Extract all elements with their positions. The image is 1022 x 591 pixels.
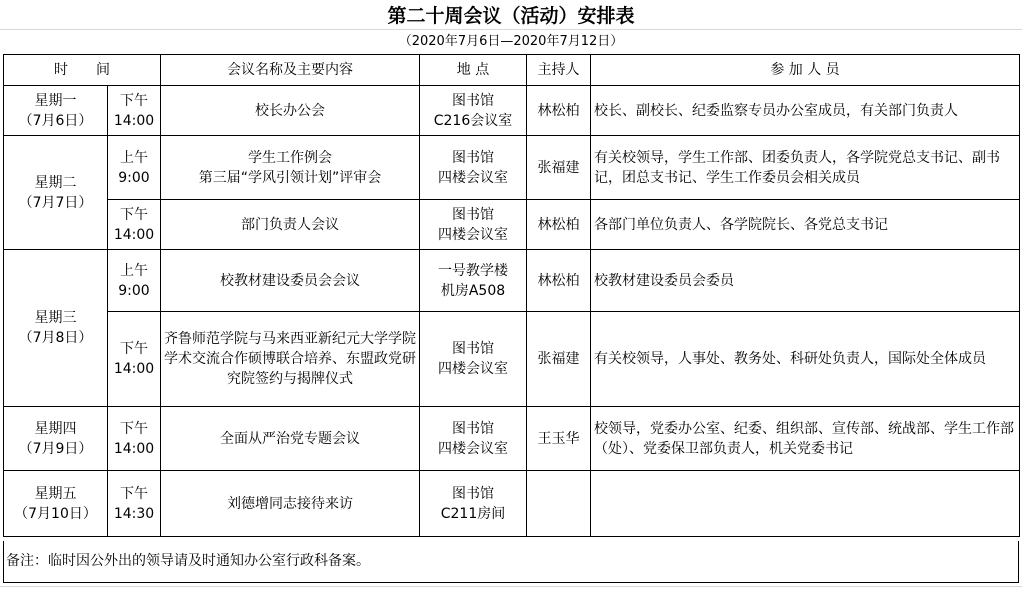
- page-title: 第二十周会议（活动）安排表: [387, 5, 635, 27]
- header-attendees: 参 加 人 员: [591, 55, 1020, 86]
- time-cell: [108, 86, 161, 136]
- table-row: [4, 250, 1020, 312]
- time-value: 9:00: [118, 169, 150, 186]
- date-range-subtitle: （2020年7月6日—2020年7月12日）: [398, 34, 624, 49]
- host-cell: 王玉华: [527, 407, 591, 471]
- day-date: （7月6日）: [18, 112, 93, 129]
- day-name: 星期三: [34, 310, 77, 326]
- header-time: 时 间: [4, 55, 161, 86]
- day-name: 星期一: [34, 92, 77, 109]
- location-building: 图书馆: [452, 420, 494, 437]
- content-cell: [161, 200, 420, 250]
- day-name: 星期二: [34, 174, 77, 191]
- footnote: 备注：临时因公外出的领导请及时通知办公室行政科备案。: [3, 541, 1019, 583]
- meeting-name: 部门负责人会议: [241, 216, 339, 233]
- content-cell: [161, 312, 420, 407]
- day-date: （7月10日）: [14, 505, 97, 522]
- location-room: 四楼会议室: [438, 226, 508, 243]
- schedule-table: [3, 54, 1020, 537]
- sheet-gridline: [0, 586, 1022, 587]
- attendees-cell: 校长、副校长、纪委监察专员办公室成员，有关部门负责人: [591, 86, 1020, 136]
- header-location: 地 点: [420, 55, 527, 86]
- time-value: 14:30: [113, 505, 155, 522]
- time-cell: [108, 312, 161, 407]
- time-value: 14:00: [113, 112, 155, 129]
- host-cell: 林松柏: [527, 86, 591, 136]
- time-period: 下午: [120, 485, 148, 502]
- location-building: 图书馆: [452, 341, 494, 357]
- table-row: [4, 471, 1020, 537]
- location-building: 图书馆: [452, 485, 494, 502]
- time-period: 下午: [120, 92, 148, 109]
- time-cell: [108, 136, 161, 200]
- location-cell: [420, 86, 527, 136]
- host-cell: 林松柏: [527, 200, 591, 250]
- attendees-cell: [591, 471, 1020, 537]
- attendees-cell: 校教材建设委员会委员: [591, 250, 1020, 312]
- day-date: （7月8日）: [18, 330, 93, 346]
- time-value: 14:00: [113, 226, 155, 243]
- content-cell: [161, 136, 420, 200]
- meeting-name: 学生工作例会: [248, 149, 332, 166]
- time-period: 上午: [120, 149, 148, 166]
- meeting-name: 齐鲁师范学院与马来西亚新纪元大学学院学术交流合作硕博联合培养、东盟政党研究院签约与揭牌仪式: [164, 331, 416, 387]
- meeting-name: 全面从严治党专题会议: [220, 430, 360, 447]
- location-building: 一号教学楼: [438, 262, 508, 279]
- location-building: 图书馆: [452, 92, 494, 109]
- day-date: （7月9日）: [18, 440, 93, 457]
- location-room: 机房A508: [440, 282, 506, 299]
- table-row: [4, 200, 1020, 250]
- attendees-cell: 各部门单位负责人、各学院院长、各党总支书记: [591, 200, 1020, 250]
- attendees-cell: 有关校领导，学生工作部、团委负责人，各学院党总支书记、副书记，团总支书记、学生工作委员会相关成员: [591, 136, 1020, 200]
- day-cell: [4, 471, 108, 537]
- host-cell: 张福建: [527, 136, 591, 200]
- time-value: 9:00: [118, 282, 150, 299]
- table-row: [4, 86, 1020, 136]
- attendees-cell: 有关校领导，人事处、教务处、科研处负责人，国际处全体成员: [591, 312, 1020, 407]
- content-cell: [161, 407, 420, 471]
- location-building: 图书馆: [452, 149, 494, 166]
- time-value: 14:00: [113, 361, 155, 377]
- day-cell: [4, 136, 108, 250]
- location-cell: [420, 136, 527, 200]
- day-cell: [4, 86, 108, 136]
- attendees-cell: 校领导，党委办公室、纪委、组织部、宣传部、统战部、学生工作部（处）、党委保卫部负责人，机关党委书记: [591, 407, 1020, 471]
- time-cell: [108, 200, 161, 250]
- time-period: 上午: [120, 262, 148, 279]
- meeting-name: 校教材建设委员会会议: [220, 272, 360, 289]
- time-period: 下午: [120, 420, 148, 437]
- content-cell: [161, 471, 420, 537]
- content-cell: [161, 86, 420, 136]
- content-cell: [161, 250, 420, 312]
- day-name: 星期四: [34, 420, 77, 437]
- location-building: 图书馆: [452, 206, 494, 223]
- location-cell: [420, 471, 527, 537]
- table-row: [4, 136, 1020, 200]
- time-period: 下午: [120, 206, 148, 223]
- host-cell: 林松柏: [527, 250, 591, 312]
- location-room: 四楼会议室: [438, 440, 508, 457]
- day-name: 星期五: [34, 485, 77, 502]
- meeting-name: 校长办公会: [255, 102, 325, 119]
- time-cell: [108, 407, 161, 471]
- table-row: [4, 407, 1020, 471]
- meeting-name: 刘德增同志接待来访: [227, 495, 353, 512]
- day-cell: [4, 407, 108, 471]
- location-cell: [420, 407, 527, 471]
- location-cell: [420, 312, 527, 407]
- time-period: 下午: [120, 341, 148, 357]
- location-room: C216会议室: [433, 112, 513, 129]
- day-cell: [4, 250, 108, 407]
- location-room: 四楼会议室: [438, 169, 508, 186]
- location-cell: [420, 200, 527, 250]
- header-host: 主持人: [527, 55, 591, 86]
- location-cell: [420, 250, 527, 312]
- location-room: 四楼会议室: [438, 361, 508, 377]
- day-date: （7月7日）: [18, 194, 93, 211]
- host-cell: [527, 471, 591, 537]
- header-content: 会议名称及主要内容: [161, 55, 420, 86]
- meeting-name: 第三届“学风引领计划”评审会: [198, 169, 382, 186]
- time-value: 14:00: [113, 440, 155, 457]
- header-row: [4, 55, 1020, 86]
- time-cell: [108, 471, 161, 537]
- time-cell: [108, 250, 161, 312]
- host-cell: 张福建: [527, 312, 591, 407]
- table-row: [4, 312, 1020, 407]
- location-room: C211房间: [440, 505, 506, 522]
